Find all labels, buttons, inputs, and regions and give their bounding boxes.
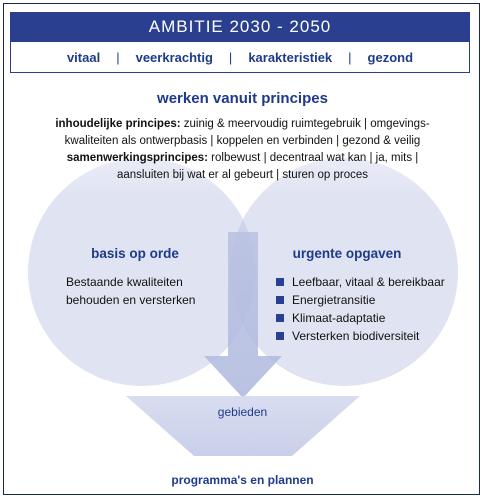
list-item: Versterken biodiversiteit <box>276 327 476 345</box>
urgent-title: urgente opgaven <box>292 246 402 261</box>
gebieden-label: gebieden <box>217 405 268 419</box>
square-bullet-icon <box>276 314 284 322</box>
list-item: Klimaat-adaptatie <box>276 309 476 327</box>
list-item: Leefbaar, vitaal & bereikbaar <box>276 273 476 291</box>
content-principles-line-1: inhoudelijke principes: zuinig & meervoudig ruimtegebruik | omgevings- <box>55 118 430 130</box>
square-bullet-icon <box>276 296 284 304</box>
collab-principles-label: samenwerkingsprincipes: <box>66 152 208 164</box>
separator: | <box>228 49 233 65</box>
term-karakteristiek: karakteristiek <box>248 49 333 65</box>
term-gezond: gezond <box>367 49 414 65</box>
collab-principles-line-2: aansluiten bij wat er al gebeurt | sturen op proces <box>116 169 369 181</box>
ambition-terms <box>10 41 470 73</box>
principles-text <box>20 116 465 184</box>
programmas-label: programma's en plannen <box>171 473 314 487</box>
term-veerkrachtig: veerkrachtig <box>135 49 213 65</box>
square-bullet-icon <box>276 278 284 286</box>
square-bullet-icon <box>276 332 284 340</box>
separator: | <box>116 49 120 65</box>
term-vitaal: vitaal <box>66 49 101 65</box>
separator: | <box>348 49 352 65</box>
basis-text: Bestaande kwaliteiten behouden en versterken <box>66 275 196 307</box>
ambition-header: AMBITIE 2030 - 2050 <box>10 12 470 41</box>
collab-principles-line-1: samenwerkingsprincipes: rolbewust | decentraal wat kan | ja, mits | <box>66 152 419 164</box>
urgent-list <box>276 273 476 345</box>
list-item: Energietransitie <box>276 291 476 309</box>
basis-title: basis op orde <box>91 246 179 261</box>
content-principles-label: inhoudelijke principes: <box>55 118 181 130</box>
principles-title: werken vanuit principes <box>157 90 328 107</box>
content-principles-line-2: kwaliteiten als ontwerpbasis | koppelen en verbinden | gezond & veilig <box>64 135 421 147</box>
